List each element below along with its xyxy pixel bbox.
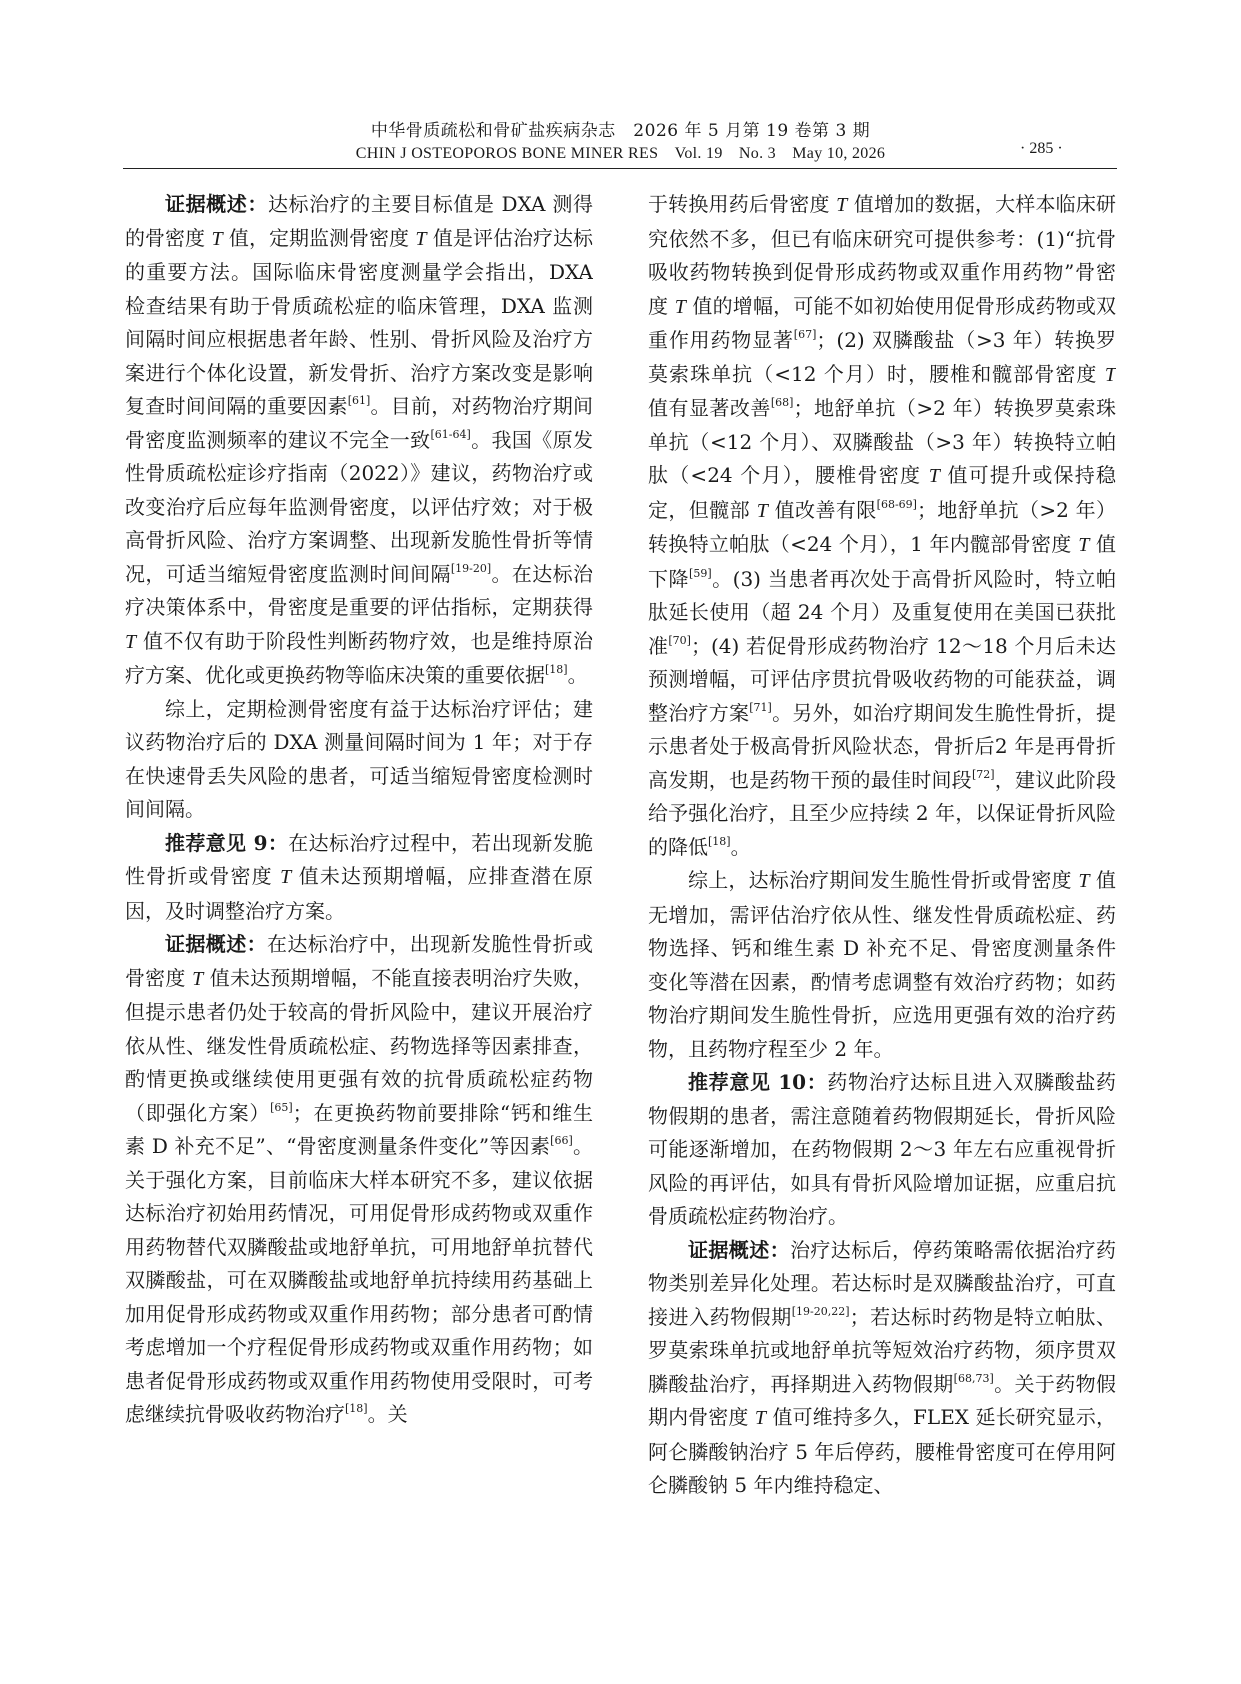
text-run: 值，定期监测骨密度 [222, 225, 416, 250]
italic-symbol: T [1078, 870, 1090, 892]
text-run: 。目前，对药物治疗期间骨密度监测频率的建议不完全一致 [125, 394, 593, 452]
journal-title-en: CHIN J OSTEOPOROS BONE MINER RES Vol. 19 No. 3 May 10, 2026 [355, 145, 886, 162]
text-run: 值下降 [648, 532, 1116, 591]
italic-symbol: T [125, 630, 137, 653]
text-run: 。关于药物假期内骨密度 [648, 1371, 1116, 1429]
italic-symbol: T [192, 967, 204, 990]
text-run: 值改善有限 [767, 497, 877, 522]
italic-symbol: T [415, 227, 427, 250]
text-run: 值增加的数据，大样本临床研究依然不多，但已有临床研究可提供参考：(1)“抗骨吸收药物转换到促骨形成药物或双重作用药物”骨密度 [648, 192, 1116, 318]
italic-symbol: T [280, 866, 292, 888]
right-column [648, 188, 1116, 1658]
citation: [68] [770, 396, 794, 409]
citation: [71] [749, 700, 772, 714]
text-run: 值不仅有助于阶段性判断药物疗效，也是维持原治疗方案、优化或更换药物等临床决策的重要依据 [125, 628, 593, 687]
text-run: 。 [730, 834, 751, 859]
right-paragraph-2 [648, 1066, 1116, 1234]
text-run: ；地舒单抗（>2 年）转换罗莫索珠单抗（<12 个月）、双膦酸盐（>3 年）转换特立帕肽（<24 个月），腰椎骨密度 [648, 396, 1116, 487]
page-number: · 285 · [1020, 140, 1063, 157]
text-run: 。另外，如治疗期间发生脆性骨折，提示患者处于极高骨折风险状态，骨折后2 年是再骨折高发期，也是药物干预的最佳时间段 [648, 700, 1116, 792]
left-column [125, 188, 593, 1658]
citation: [65] [270, 1100, 293, 1114]
citation: [67] [793, 328, 817, 341]
text-run: 值可提升或保持稳定，但髋部 [648, 463, 1116, 522]
text-run: 。在达标治疗决策体系中，骨密度是重要的评估指标，定期获得 [125, 561, 593, 619]
citation: [68-69] [876, 497, 917, 511]
text-run: 值的增幅，可能不如初始使用促骨形成药物或双重作用药物显著 [648, 293, 1116, 352]
left-paragraph-3 [125, 928, 593, 1432]
text-run: ；(4) 若促骨形成药物治疗 12～18 个月后未达预测增幅，可评估序贯抗骨吸收药物的可能获益，调整治疗方案 [648, 633, 1116, 725]
bold-lead: 推荐意见 10： [688, 1070, 828, 1094]
italic-symbol: T [756, 499, 768, 522]
left-paragraph-0 [125, 188, 593, 693]
right-paragraph-3 [648, 1234, 1116, 1503]
text-run: 达标治疗的主要目标值是 DXA 测得的骨密度 [125, 192, 593, 250]
text-run: ；(2) 双膦酸盐（>3 年）转换罗莫索珠单抗（<12 个月）时，腰椎和髋部骨密度 [648, 328, 1116, 386]
citation: [19-20,22] [791, 1304, 850, 1318]
text-run: 。关 [367, 1402, 408, 1426]
text-run: 。关于强化方案，目前临床大样本研究不多，建议依据达标治疗初始用药情况，可用促骨形成药物或双重作用药物替代双膦酸盐或地舒单抗，可用地舒单抗替代双膦酸盐，可在双膦酸盐或地舒单抗持续用药基础上加用促骨形成药物或双重作用药物；部分患者可酌情考虑增加一个疗程促骨形成药物或双重作用药物；如患者促骨形成药物或双重作用药物使用受限时，可考虑继续抗骨吸收药物治疗 [125, 1134, 593, 1426]
text-run: 综上，定期检测骨密度有益于达标治疗评估；建议药物治疗后的 DXA 测量间隔时间为 1 年；对于存在快速骨丢失风险的患者，可适当缩短骨密度检测时间间隔。 [125, 696, 593, 821]
left-paragraph-1 [125, 693, 593, 827]
bold-lead: 证据概述： [165, 192, 268, 216]
citation: [61] [347, 394, 371, 407]
citation: [19-20] [450, 561, 492, 575]
citation: [66] [550, 1134, 573, 1147]
citation: [72] [971, 767, 995, 781]
citation: [18] [708, 834, 731, 848]
text-run: 药物治疗达标且进入双膦酸盐药物假期的患者，需注意随着药物假期延长，骨折风险可能逐渐增加，在药物假期 2～3 年左右应重视骨折风险的再评估，如具有骨折风险增加证据，应重启抗骨质疏松症药物治疗。 [648, 1070, 1116, 1228]
journal-title-cn: 中华骨质疏松和骨矿盐疾病杂志 2026 年 5 月第 19 卷第 3 期 [370, 121, 871, 141]
text-run: 。(3) 当患者再次处于高骨折风险时，特立帕肽延长使用（超 24 个月）及重复使用在美国已获批准 [648, 566, 1116, 658]
text-run: 值可维持多久，FLEX 延长研究显示，阿仑膦酸钠治疗 5 年后停药，腰椎骨密度可在停用阿仑膦酸钠 5 年内维持稳定、 [648, 1405, 1116, 1497]
italic-symbol: T [1078, 534, 1090, 556]
left-paragraph-2 [125, 827, 593, 929]
text-run: ；若达标时药物是特立帕肽、罗莫索珠单抗或地舒单抗等短效治疗药物，须序贯双膦酸盐治疗，再择期进入药物假期 [648, 1304, 1116, 1396]
text-run: 值是评估治疗达标的重要方法。国际临床骨密度测量学会指出，DXA 检查结果有助于骨质疏松症的临床管理，DXA 监测间隔时间应根据患者年龄、性别、骨折风险及治疗方案进行个体化设置，新发骨折、治疗方案改变是影响复查时间间隔的重要因素 [125, 225, 593, 418]
citation: [70] [668, 633, 691, 647]
italic-symbol: T [836, 194, 848, 216]
text-run: 治疗达标后，停药策略需依据治疗药物类别差异化处理。若达标时是双膦酸盐治疗，可直接进入药物假期 [648, 1237, 1116, 1329]
text-run: 值未达预期增幅，不能直接表明治疗失败，但提示患者仍处于较高的骨折风险中，建议开展治疗依从性、继发性骨质疏松症、药物选择等因素排查，酌情更换或继续使用更强有效的抗骨质疏松症药物（即强化方案） [125, 965, 593, 1125]
text-run: 在达标治疗中，出现新发脆性骨折或骨密度 [125, 932, 593, 990]
text-run: 值有显著改善 [648, 396, 771, 420]
text-run: 。 [567, 663, 588, 687]
text-run: 值未达预期增幅，应排查潜在原因，及时调整治疗方案。 [125, 864, 593, 923]
italic-symbol: T [674, 295, 686, 318]
header-rule [123, 168, 1117, 169]
bold-lead: 证据概述： [688, 1237, 790, 1262]
right-paragraph-0 [648, 188, 1116, 864]
citation: [18] [545, 663, 568, 676]
text-run: 于转换用药后骨密度 [648, 192, 837, 216]
bold-lead: 推荐意见 9： [165, 830, 289, 855]
italic-symbol: T [1104, 363, 1116, 386]
bold-lead: 证据概述： [165, 932, 267, 956]
text-run: 值无增加，需评估治疗依从性、继发性骨质疏松症、药物选择、钙和维生素 D 补充不足、骨密度测量条件变化等潜在因素，酌情考虑调整有效治疗药物；如药物治疗期间发生脆性骨折，应选用更强有效的治疗药物，且药物疗程至少 2 年。 [648, 868, 1116, 1061]
text-run: 。我国《原发性骨质疏松症诊疗指南（2022）》建议，药物治疗或改变治疗后应每年监测骨密度，以评估疗效；对于极高骨折风险、治疗方案调整、出现新发脆性骨折等情况，可适当缩短骨密度监测时间间隔 [125, 427, 593, 586]
citation: [59] [689, 566, 712, 580]
right-paragraph-1 [648, 864, 1116, 1066]
text-run: 综上，达标治疗期间发生脆性骨折或骨密度 [688, 868, 1079, 892]
italic-symbol: T [928, 465, 940, 487]
text-run: 在达标治疗过程中，若出现新发脆性骨折或骨密度 [125, 830, 593, 888]
text-run: ；地舒单抗（>2 年）转换特立帕肽（<24 个月），1 年内髋部骨密度 [648, 497, 1116, 556]
citation: [61-64] [430, 427, 471, 441]
italic-symbol: T [211, 227, 223, 250]
text-run: ，建议此阶段给予强化治疗，且至少应持续 2 年，以保证骨折风险的降低 [648, 767, 1116, 859]
italic-symbol: T [754, 1407, 766, 1429]
citation: [18] [345, 1402, 368, 1415]
text-run: ；在更换药物前要排除“钙和维生素 D 补充不足”、“骨密度测量条件变化”等因素 [125, 1100, 593, 1158]
citation: [68,73] [953, 1371, 994, 1385]
